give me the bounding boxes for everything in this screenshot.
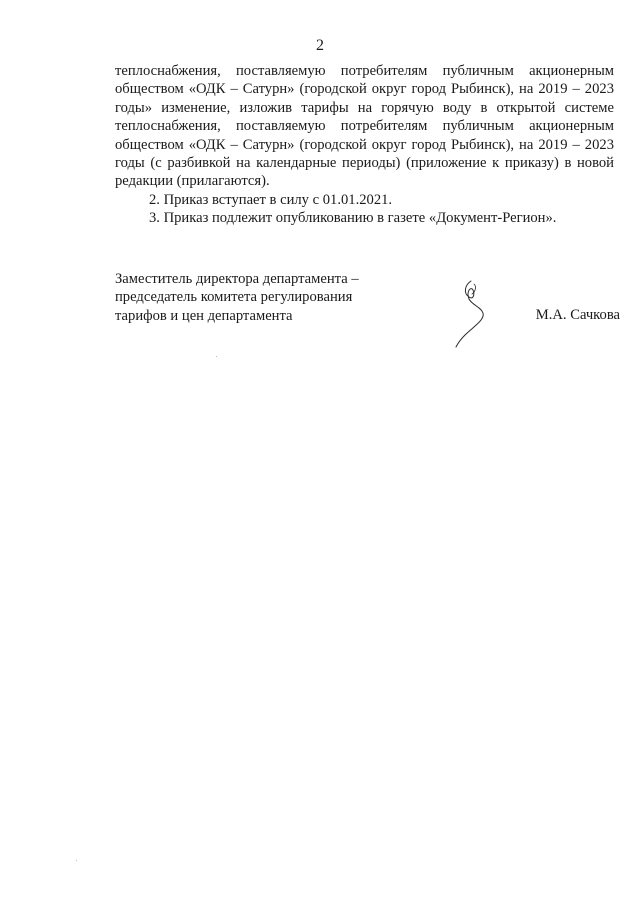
handwritten-signature-icon bbox=[453, 275, 503, 349]
signer-name: М.А. Сачкова bbox=[535, 307, 620, 323]
signer-position-line-3: тарифов и цен департамента bbox=[115, 307, 293, 324]
signer-position-line-2: председатель комитета регулирования bbox=[115, 289, 353, 306]
scan-speck bbox=[216, 356, 217, 357]
paragraph-item-2: 2. Приказ вступает в силу с 01.01.2021. bbox=[149, 191, 393, 208]
paragraph-item-3: 3. Приказ подлежит опубликованию в газете «Документ-Регион». bbox=[149, 210, 557, 227]
signer-position bbox=[115, 270, 359, 325]
document-body bbox=[115, 62, 614, 228]
signature-block bbox=[115, 270, 620, 350]
paragraph-continuation: теплоснабжения, поставляемую потребителям публичным акционерным обществом «ОДК – Сатурн» (городской округ город Рыбинск), на 2019 – 2023 годы» изменение, изложив тарифы на горячую воду в открытой системе теплоснабжения, поставляемую потребителям публичным акционерным обществом «ОДК – Сатурн» (городской округ город Рыбинск), на 2019 – 2023 годы (с разбивкой на календарные периоды) (приложение к приказу) в новой редакции (прилагаются). bbox=[115, 63, 614, 190]
signer-position-line-1: Заместитель директора департамента – bbox=[115, 271, 359, 287]
scan-speck bbox=[76, 860, 77, 861]
page-number: 2 bbox=[316, 37, 324, 54]
